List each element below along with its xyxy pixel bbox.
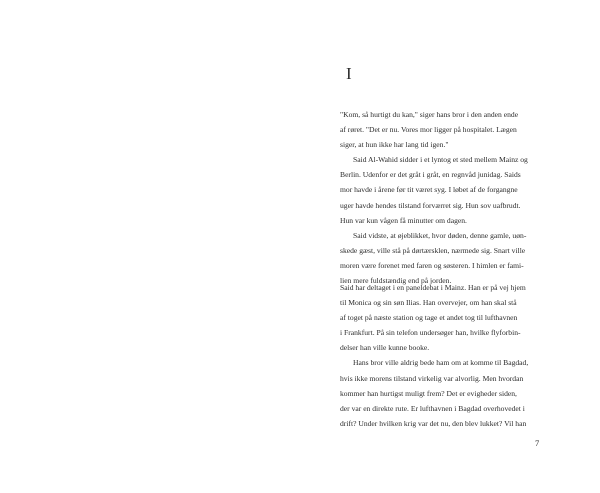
text-line: Hun var kun vågen få minutter om dagen. [340, 215, 467, 225]
text-line: lien mere fuldstændig end på jorden. [340, 276, 452, 286]
text-line: moren være forenet med faren og søsteren. I himlen er fami- [340, 260, 524, 270]
text-line: til Monica og sin søn Ilias. Han overvejer, om han skal stå [340, 298, 517, 308]
body-text-section-1 [340, 107, 545, 288]
page-number: 7 [535, 438, 540, 448]
text-line: siger, at hun ikke har lang tid igen." [340, 140, 449, 150]
text-line: kommer han hurtigst muligt frem? Det er evigheder siden, [340, 388, 517, 398]
text-line: delser han ville kunne booke. [340, 343, 430, 353]
text-line: Berlin. Udenfor er det gråt i gråt, en regnvåd junidag. Saids [340, 170, 521, 180]
text-line: uger havde hendes tilstand forværret sig. Hun sov uafbrudt. [340, 200, 521, 210]
text-line: Said Al-Wahid sidder i et lyntog et sted mellem Mainz og [353, 155, 528, 165]
text-line: Said har deltaget i en paneldebat i Mainz. Han er på vej hjem [340, 283, 526, 292]
text-line: Said vidste, at øjeblikket, hvor døden, denne gamle, uøn- [353, 230, 527, 240]
text-line: drift? Under hvilken krig var det nu, den blev lukket? Vil han [340, 418, 527, 428]
chapter-number: I [346, 64, 352, 83]
text-line: af røret. "Det er nu. Vores mor ligger på hospitalet. Lægen [340, 125, 517, 135]
text-line: af toget på næste station og tage et andet tog til lufthavnen [340, 313, 518, 323]
text-line: hvis ikke morens tilstand virkelig var alvorlig. Men hvordan [340, 373, 524, 383]
body-text-section-2 [340, 280, 545, 431]
text-line: skede gæst, ville stå på dørtærsklen, nærmede sig. Snart ville [340, 245, 526, 255]
text-line: mor havde i årene før tit været syg. I løbet af de forgangne [340, 185, 518, 195]
text-line: "Kom, så hurtigt du kan," siger hans bror i den anden ende [340, 110, 519, 119]
text-line: i Frankfurt. På sin telefon undersøger han, hvilke flyforbin- [340, 328, 521, 338]
text-line: der var en direkte rute. Er lufthavnen i Bagdad overhovedet i [340, 403, 525, 413]
text-line: Hans bror ville aldrig bede ham om at komme til Bagdad, [353, 358, 529, 368]
